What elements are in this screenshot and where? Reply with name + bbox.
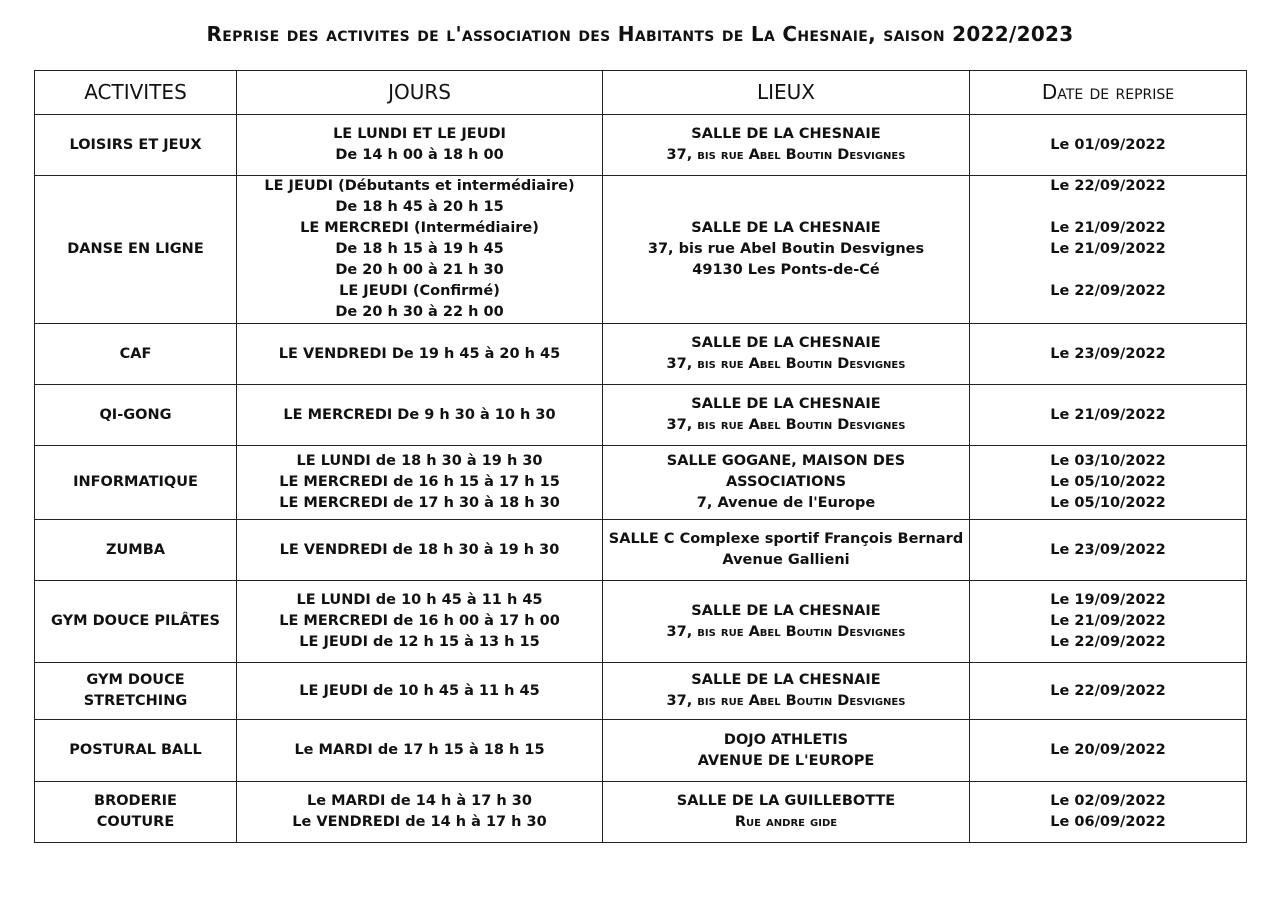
date-cell [970, 581, 1247, 663]
days-line: LE JEUDI de 10 h 45 à 11 h 45 [299, 682, 540, 699]
date-line: Le 01/09/2022 [1050, 136, 1166, 153]
date-cell [970, 385, 1247, 446]
page-title: Reprise des activites de l'association des Habitants de La Chesnaie, saison 2022/2023 [206, 22, 1074, 46]
activity-name: CAF [119, 345, 152, 362]
activity-name: POSTURAL BALL [69, 742, 202, 758]
place-cell [603, 324, 970, 385]
date-cell [970, 663, 1247, 720]
activity-cell [35, 663, 237, 720]
days-cell [237, 324, 603, 385]
days-cell [237, 581, 603, 663]
days-line: De 18 h 15 à 19 h 45 [335, 241, 504, 257]
date-cell [970, 324, 1247, 385]
date-line: Le 22/09/2022 [1050, 283, 1166, 299]
days-cell [237, 385, 603, 446]
date-line [974, 197, 1242, 218]
place-cell [603, 663, 970, 720]
place-line: 37, bis rue Abel Boutin Desvignes [666, 417, 906, 433]
date-line: Le 22/09/2022 [1050, 178, 1166, 194]
table-row [35, 324, 1247, 385]
table-row [35, 446, 1247, 520]
table-row [35, 663, 1247, 720]
place-cell [603, 720, 970, 782]
table-row [35, 782, 1247, 843]
date-line [974, 260, 1242, 281]
date-line: Le 19/09/2022 [1050, 592, 1166, 608]
place-cell [603, 446, 970, 520]
days-line: LE VENDREDI De 19 h 45 à 20 h 45 [278, 345, 561, 362]
activity-name: GYM DOUCE [86, 672, 185, 688]
activity-name: COUTURE [96, 814, 175, 830]
activity-cell [35, 446, 237, 520]
place-line: SALLE DE LA CHESNAIE [691, 396, 881, 412]
table-row [35, 176, 1247, 324]
table-row [35, 720, 1247, 782]
activities-table [34, 70, 1247, 843]
activity-name: BRODERIE [94, 793, 177, 809]
place-line: SALLE DE LA GUILLEBOTTE [676, 793, 896, 809]
place-line: SALLE DE LA CHESNAIE [691, 335, 881, 351]
days-line: LE LUNDI de 18 h 30 à 19 h 30 [296, 453, 543, 469]
days-line: De 14 h 00 à 18 h 00 [335, 147, 504, 163]
activity-name: ZUMBA [106, 541, 165, 558]
date-line [974, 302, 1242, 323]
place-line: SALLE C Complexe sportif François Bernard [608, 531, 964, 547]
date-line: Le 05/10/2022 [1050, 495, 1166, 511]
place-line: ASSOCIATIONS [725, 474, 847, 490]
date-cell [970, 520, 1247, 581]
days-cell [237, 782, 603, 843]
days-cell [237, 115, 603, 176]
days-line: LE LUNDI de 10 h 45 à 11 h 45 [296, 592, 543, 608]
days-cell [237, 520, 603, 581]
days-line: LE MERCREDI (Intermédiaire) [300, 220, 539, 236]
place-line: SALLE GOGANE, MAISON DES [666, 453, 906, 469]
place-line: SALLE DE LA CHESNAIE [691, 602, 881, 619]
date-line: Le 23/09/2022 [1050, 541, 1166, 558]
date-line: Le 22/09/2022 [1050, 634, 1166, 650]
days-line: De 20 h 30 à 22 h 00 [335, 304, 504, 320]
header-activites: ACTIVITES [35, 71, 237, 115]
days-line: LE LUNDI ET LE JEUDI [333, 126, 506, 142]
activity-cell [35, 324, 237, 385]
place-line: DOJO ATHLETIS [723, 731, 849, 748]
place-line: SALLE DE LA CHESNAIE [691, 672, 881, 688]
place-line: 37, bis rue Abel Boutin Desvignes [647, 241, 925, 257]
date-line: Le 20/09/2022 [1050, 742, 1166, 758]
activity-name: STRETCHING [83, 693, 188, 709]
place-cell [603, 581, 970, 663]
table-row [35, 385, 1247, 446]
place-line: AVENUE DE L'EUROPE [697, 752, 875, 769]
date-line: Le 02/09/2022 [1050, 793, 1166, 809]
date-line: Le 21/09/2022 [1050, 241, 1166, 257]
activity-name: LOISIRS ET JEUX [69, 136, 202, 153]
place-cell [603, 782, 970, 843]
date-line: Le 21/09/2022 [1050, 220, 1166, 236]
date-cell [970, 446, 1247, 520]
table-row [35, 115, 1247, 176]
place-cell [603, 385, 970, 446]
date-cell [970, 115, 1247, 176]
header-date-de-reprise: Date de reprise [970, 71, 1247, 115]
activity-cell [35, 115, 237, 176]
date-line: Le 06/09/2022 [1050, 814, 1166, 830]
days-line: Le MARDI de 14 h à 17 h 30 [307, 793, 532, 809]
place-line: 37, bis rue Abel Boutin Desvignes [666, 147, 906, 163]
days-line: LE JEUDI de 12 h 15 à 13 h 15 [299, 634, 540, 650]
activity-cell [35, 782, 237, 843]
date-cell [970, 782, 1247, 843]
days-line: Le VENDREDI de 14 h à 17 h 30 [292, 814, 547, 830]
activity-name: QI-GONG [99, 406, 172, 423]
place-line: 37, bis rue Abel Boutin Desvignes [666, 693, 906, 709]
days-cell [237, 663, 603, 720]
table-row [35, 581, 1247, 663]
activity-name: DANSE EN LIGNE [67, 241, 204, 257]
activity-cell [35, 176, 237, 324]
activity-name: GYM DOUCE PILÂTES [51, 613, 220, 629]
days-cell [237, 720, 603, 782]
days-cell [237, 176, 603, 324]
days-line: LE JEUDI (Confirmé) [339, 283, 500, 299]
table-row [35, 520, 1247, 581]
activity-cell [35, 581, 237, 663]
days-line: LE JEUDI (Débutants et intermédiaire) [264, 178, 575, 194]
days-line: LE MERCREDI de 16 h 15 à 17 h 15 [279, 474, 560, 490]
activity-cell [35, 720, 237, 782]
date-line: Le 05/10/2022 [1050, 474, 1166, 490]
table-header-row [35, 71, 1247, 115]
place-line: 37, bis rue Abel Boutin Desvignes [666, 356, 906, 372]
header-jours: JOURS [237, 71, 603, 115]
activity-cell [35, 520, 237, 581]
place-cell [603, 115, 970, 176]
days-line: LE MERCREDI de 17 h 30 à 18 h 30 [279, 495, 560, 511]
place-cell [603, 176, 970, 324]
date-cell [970, 720, 1247, 782]
place-line: SALLE DE LA CHESNAIE [691, 126, 881, 142]
header-lieux: LIEUX [603, 71, 970, 115]
days-cell [237, 446, 603, 520]
days-line: De 18 h 45 à 20 h 15 [335, 199, 504, 215]
activity-cell [35, 385, 237, 446]
date-line: Le 21/09/2022 [1050, 613, 1166, 629]
place-cell [603, 520, 970, 581]
days-line: LE MERCREDI De 9 h 30 à 10 h 30 [283, 406, 556, 423]
date-cell [970, 176, 1247, 324]
date-line: Le 21/09/2022 [1050, 406, 1166, 423]
date-line: Le 03/10/2022 [1050, 453, 1166, 469]
days-line: De 20 h 00 à 21 h 30 [335, 262, 504, 278]
place-line: 37, bis rue Abel Boutin Desvignes [666, 623, 906, 640]
date-line: Le 22/09/2022 [1050, 682, 1166, 699]
place-line: Avenue Gallieni [722, 552, 850, 568]
place-line: Rue andre gide [734, 814, 838, 830]
days-line: Le MARDI de 17 h 15 à 18 h 15 [294, 742, 545, 758]
days-line: LE VENDREDI de 18 h 30 à 19 h 30 [279, 541, 560, 558]
place-line: SALLE DE LA CHESNAIE [691, 220, 881, 236]
days-line: LE MERCREDI de 16 h 00 à 17 h 00 [279, 613, 560, 629]
activity-name: INFORMATIQUE [73, 474, 198, 490]
place-line: 49130 Les Ponts-de-Cé [692, 262, 880, 278]
date-line: Le 23/09/2022 [1050, 345, 1166, 362]
place-line: 7, Avenue de l'Europe [696, 495, 876, 511]
